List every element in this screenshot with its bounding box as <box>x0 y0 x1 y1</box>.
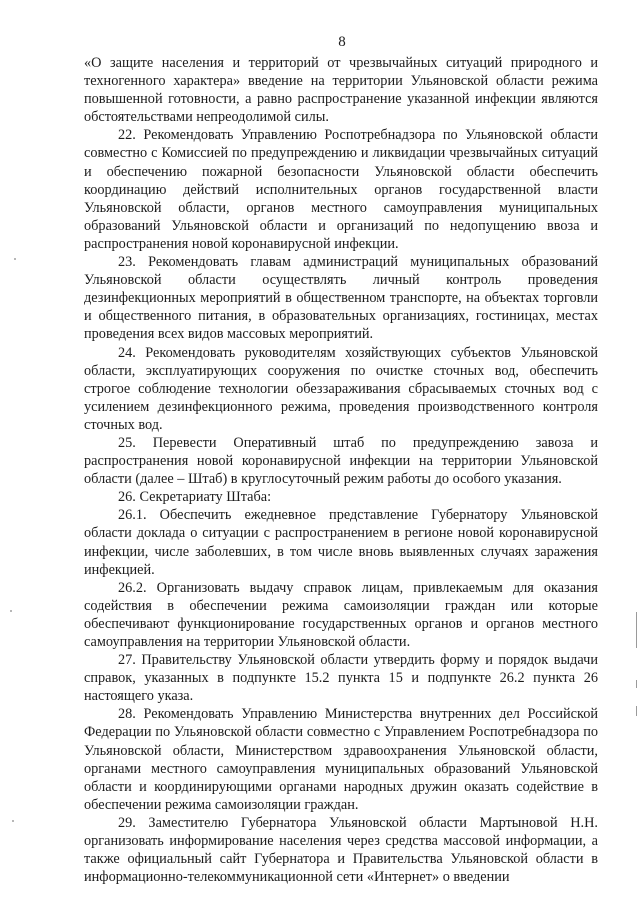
document-body <box>84 54 598 886</box>
page-number: 8 <box>338 34 346 50</box>
paragraph-item-23: 23. Рекомендовать главам администраций муниципальных образований Ульяновской области осуществлять личный контроль проведения дезинфекционных мероприятий в общественном транспорте, на объектах торговли и общественного питания, в образовательных организациях, гостиницах, местах проведения всех видов массовых мероприятий. <box>84 254 598 343</box>
scan-margin-mark <box>636 612 637 648</box>
paragraph-item-28: 28. Рекомендовать Управлению Министерства внутренних дел Российской Федерации по Ульяновской области совместно с Управлением Роспотребнадзора по Ульяновской области, Министерством здравоохранения Ульяновской области, органами местного самоуправления муниципальных образований Ульяновской области и координирующими органами народных дружин оказать содействие в обеспечении режима самоизоляции граждан. <box>84 706 598 813</box>
paragraph-item-26-1: 26.1. Обеспечить ежедневное представление Губернатору Ульяновской области доклада о ситуации с распространением в регионе новой коронавирусной инфекции, числе заболевших, в том числе вновь выявленных случаях заражения инфекцией. <box>84 507 598 578</box>
paragraph-continuation: «О защите населения и территорий от чрезвычайных ситуаций природного и техногенного характера» введение на территории Ульяновской области режима повышенной готовности, а равно распространение указанной инфекции являются обстоятельствами непреодолимой силы. <box>84 55 598 126</box>
scan-speck <box>14 258 16 260</box>
paragraph-item-22: 22. Рекомендовать Управлению Роспотребнадзора по Ульяновской области совместно с Комиссией по предупреждению и ликвидации чрезвычайных ситуаций и обеспечению пожарной безопасности Ульяновской области обеспечить координацию действий исполнительных органов государственной власти Ульяновской области, органов местного самоуправления муниципальных образований Ульяновской области и организаций по недопущению ввоза и распространения новой коронавирусной инфекции. <box>84 127 598 252</box>
paragraph-item-27: 27. Правительству Ульяновской области утвердить форму и порядок выдачи справок, указанных в подпункте 15.2 пункта 15 и подпункте 26.2 пункта 26 настоящего указа. <box>84 652 598 705</box>
paragraph-item-24: 24. Рекомендовать руководителям хозяйствующих субъектов Ульяновской области, эксплуатирующих сооружения по очистке сточных вод, обеспечить строгое соблюдение технологии обеззараживания сбрасываемых сточных вод с усилением дезинфекционного режима, проведения производственного контроля сточных вод. <box>84 344 598 433</box>
paragraph-item-29: 29. Заместителю Губернатора Ульяновской области Мартыновой Н.Н. организовать информирование населения через средства массовой информации, а также официальный сайт Губернатора и Правительства Ульяновской области в информационно-телекоммуникационной сети «Интернет» о введении <box>84 814 598 886</box>
scan-margin-mark <box>636 680 637 688</box>
paragraph-item-26-2: 26.2. Организовать выдачу справок лицам, привлекаемым для оказания содействия в обеспечении режима самоизоляции граждан или которые обеспечивают функционирование государственных органов и органов местного самоуправления на территории Ульяновской области. <box>84 579 598 650</box>
scan-speck <box>10 610 12 612</box>
scan-speck <box>12 820 14 822</box>
paragraph-item-26: 26. Секретариату Штаба: <box>118 489 272 506</box>
paragraph-item-25: 25. Перевести Оперативный штаб по предупреждению завоза и распространения новой коронавирусной инфекции на территории Ульяновской области (далее – Штаб) в круглосуточный режим работы до особого указания. <box>84 434 598 488</box>
scan-margin-mark <box>636 706 637 716</box>
